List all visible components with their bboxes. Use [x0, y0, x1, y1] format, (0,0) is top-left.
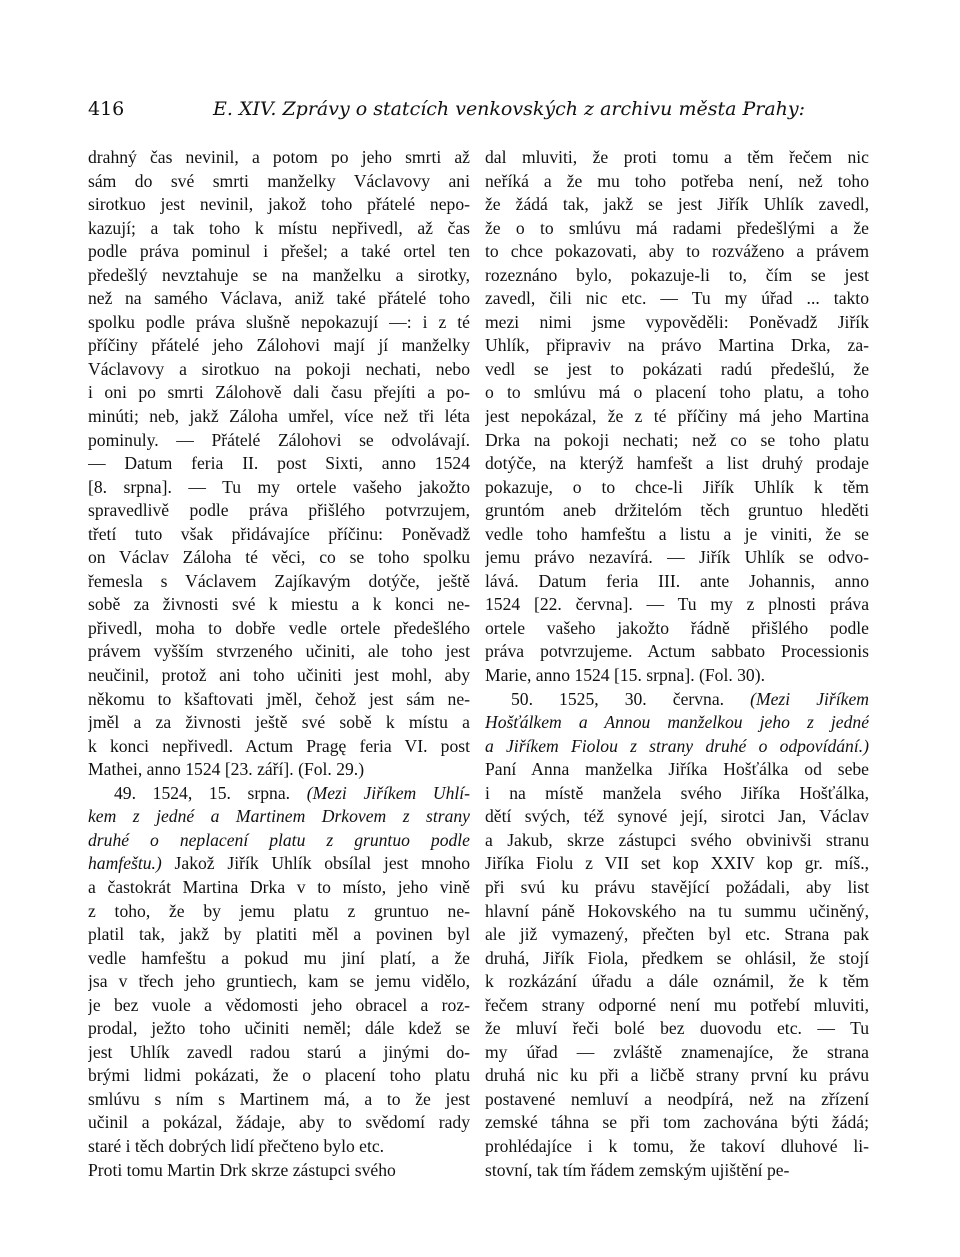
- text-line: a Jakub, skrze zástupci svého obvinivši stranu: [485, 829, 869, 850]
- text-line: drahný čas nevinil, a potom po jeho smrti až: [88, 147, 470, 167]
- text-line: Drka na pokoji nechati; než co se toho platu: [485, 429, 869, 450]
- text-line: minúti; neb, jakž Záloha umřel, více než tři léta: [88, 406, 470, 427]
- text-line: brými lidmi pokázati, že o placení toho platu: [88, 1065, 470, 1086]
- text-line: Hošťálkem a Annou manželkou jeho z jedné: [485, 712, 869, 733]
- text-line: Václavovy a sirotkuo na pokoji nechati, nebo: [88, 358, 470, 379]
- left-column: [88, 146, 470, 1182]
- text-line: ortele vašeho jakožto řádně přišlého podle: [485, 617, 869, 638]
- text-line: gruntóm aneb držitelóm těch gruntuo hleděti: [485, 500, 869, 521]
- text-line: staré i těch dobrých lidí přečteno bylo etc.: [88, 1135, 385, 1156]
- text-line: že mluví řeči bolé bez duovodu etc. — Tu: [485, 1018, 869, 1039]
- text-line: řemesla s Václavem Zajíkavým dotýče, ještě: [88, 570, 470, 591]
- text-line: hamfeštu.) Jakož Jiřík Uhlík obsílal jest mnoho: [88, 853, 470, 874]
- text-line: a Jiříkem Fiolou z strany druhé o odpovídání.): [485, 735, 869, 756]
- text-line: řečem strany odporné není mu potřebí mluviti,: [485, 994, 869, 1015]
- text-line: než na samého Václava, aniž také přátelé toho: [88, 288, 470, 309]
- text-line: platil tak, jakž by platiti měl a povinen byl: [88, 924, 470, 945]
- text-line: Mathei, anno 1524 [23. září]. (Fol. 29.): [88, 759, 365, 780]
- text-line: o to smlúvu má o placení toho platu, a toho: [485, 382, 869, 403]
- text-line: 50. 1525, 30. června. (Mezi Jiříkem: [511, 688, 869, 709]
- text-line: právem vyšším stvrzeného učiniti, ale toho jest: [88, 641, 470, 662]
- text-line: jest Uhlík zavedl radou starú a jinými do-: [88, 1041, 470, 1062]
- text-line: je bez vuole a vědomosti jeho obracel a roz-: [88, 994, 470, 1015]
- text-line: my úřad — zvláště znamenajíce, že strana: [485, 1041, 869, 1062]
- text-line: prodal, ježto toho učiniti neměl; dále kdež se: [88, 1018, 470, 1039]
- text-line: k rozkázání úřadu a dále oznámil, že k těm: [485, 971, 869, 992]
- text-line: rozeznáno bylo, pokazuje-li to, čím se jest: [485, 264, 869, 285]
- text-line: učinil a pokázal, žádaje, aby to svědomí rady: [88, 1112, 470, 1133]
- text-line: práva potvrzujeme. Actum sabbato Processionis: [485, 641, 869, 662]
- text-line: 1524 [22. června]. — Tu my z plnosti práva: [485, 594, 869, 615]
- text-line: kazují; a tak toho k místu nepřivedl, až čas: [88, 217, 470, 238]
- text-line: dal mluviti, že proti tomu a těm řečem nic: [485, 147, 869, 167]
- text-line: jest nepokázal, že z té příčiny má jeho Martina: [485, 406, 869, 427]
- text-line: pokazuje, o to chce-li Jiřík Uhlík k těm: [485, 476, 869, 497]
- text-line: spravedlivě podle práva přišlého potvrzujem,: [88, 500, 470, 521]
- text-line: mezi nimi jsme vypověděli: Poněvadž Jiřík: [485, 311, 869, 332]
- text-line: zemské táhna se při tom zachována býti žádá;: [485, 1112, 869, 1133]
- text-line: k konci nepřivedl. Actum Pragę feria VI. post: [88, 735, 470, 756]
- text-line: postavené nemluví a neodpírá, než na zřízení: [485, 1088, 869, 1109]
- text-line: sirotkuo jest nevinil, jakož toho přátelé nepo-: [88, 194, 470, 215]
- text-line: z toho, že by jemu platu z gruntuo ne-: [88, 900, 470, 921]
- page-header: [88, 98, 878, 130]
- text-line: pominuly. — Přátelé Zálohovi se odvolávají.: [88, 429, 470, 450]
- text-line: sobě za živnosti své k miestu a k konci ne-: [88, 594, 470, 615]
- right-column: [485, 146, 869, 1182]
- text-line: přivedl, moha to dobře vedle ortele předešlého: [88, 617, 470, 638]
- page-number: 416: [88, 98, 125, 120]
- text-line: smlúvu s ním s Martinem má, a to že jest: [88, 1088, 470, 1109]
- text-line: vedle hamfeštu a pokud mu jiní platí, a že: [88, 947, 470, 968]
- text-line: neučinil, protož ani toho učiniti jest mohl, aby: [88, 665, 470, 686]
- text-line: předešlý nevztahuje se na manželku a sirotky,: [88, 264, 470, 285]
- text-line: lává. Datum feria III. ante Johannis, anno: [485, 570, 869, 591]
- text-line: druhé o neplacení platu z gruntuo podle: [88, 829, 470, 850]
- text-line: že žádá tak, jakž se jest Jiřík Uhlík zavedl,: [485, 194, 869, 215]
- text-line: vedle toho hamfeštu a listu a je viniti, že se: [485, 523, 869, 544]
- text-line: Uhlík, připraviv na právo Martina Drka, za-: [485, 335, 869, 356]
- text-line: neříká a že mu toho potřeba není, než toho: [485, 170, 869, 191]
- text-line: hlavní páně Hokovského na tu summu učiněný,: [485, 900, 869, 921]
- text-line: někomu to kšaftovati jměl, čehož jest sám ne-: [88, 688, 470, 709]
- text-line: i oni po smrti Zálohově dali času přejíti a po-: [88, 382, 470, 403]
- text-line: i na místě manžela svého Jiříka Hošťálka,: [485, 782, 869, 803]
- text-line: podle práva pominul i přešel; a také ortel ten: [88, 241, 470, 262]
- text-line: — Datum feria II. post Sixti, anno 1524: [88, 453, 470, 474]
- running-title: E. XIV. Zprávy o statcích venkovských z archivu města Prahy:: [213, 98, 806, 120]
- text-line: kem z jedné a Martinem Drkovem z strany: [88, 806, 470, 827]
- text-line: to chce pokazovati, aby to rozváženo a právem: [485, 241, 869, 262]
- text-line: sám do své smrti manželky Václavovy ani: [88, 170, 470, 191]
- text-line: on Václav Záloha té věci, co se toho spolku: [88, 547, 470, 568]
- text-line: jemu právo nezavírá. — Jiřík Uhlík se odvo-: [485, 547, 869, 568]
- text-line: Proti tomu Martin Drk skrze zástupci svého: [88, 1159, 396, 1180]
- text-line: ale již vymazený, přečten byl etc. Strana pak: [485, 924, 869, 945]
- text-line: dětí svých, též synové její, sirotci Jan, Václav: [485, 806, 869, 827]
- text-line: zavedl, čili nic etc. — Tu my úřad ... takto: [485, 288, 869, 309]
- text-line: Paní Anna manželka Jiříka Hošťálka od sebe: [485, 759, 869, 780]
- text-line: Jiříka Fiolu z VII set kop XXIV kop gr. míš.,: [485, 853, 869, 874]
- text-line: třetí tuto však přidávajíce příčinu: Poněvadž: [88, 523, 470, 544]
- text-line: Marie, anno 1524 [15. srpna]. (Fol. 30).: [485, 665, 765, 686]
- text-line: spolku podle práva slušně nepokazují —: i z té: [88, 311, 470, 332]
- text-line: a častokrát Martina Drka v to místo, jeho vině: [88, 876, 470, 897]
- text-line: příčiny přátelé jeho Zálohovi mají jí manželky: [88, 335, 470, 356]
- text-line: jměl a za živnosti ještě své sobě k místu a: [88, 712, 470, 733]
- text-line: že o to smlúvu má radami předešlými a že: [485, 217, 869, 238]
- text-line: dotýče, na kterýž hamfešt a list druhý prodaje: [485, 453, 869, 474]
- text-line: prohlédajíce i k tomu, že takoví dluhové li-: [485, 1135, 869, 1156]
- text-line: vedl se jest to pokázati radú předešlú, že: [485, 358, 869, 379]
- text-line: při svú ku právu stavějící požádali, aby list: [485, 876, 869, 897]
- text-line: 49. 1524, 15. srpna. (Mezi Jiříkem Uhlí-: [114, 782, 470, 803]
- text-line: druhá, Jiřík Fiola, předkem se ohlásil, že stojí: [485, 947, 869, 968]
- text-line: druhá nic ku při a ličbě strany první ku právu: [485, 1065, 869, 1086]
- text-line: [8. srpna]. — Tu my ortele vašeho jakožto: [88, 476, 470, 497]
- text-line: jsa v třech jeho gruntiech, kam se jemu vidělo,: [88, 971, 470, 992]
- text-line: stovní, tak tím řádem zemským ujištění pe-: [485, 1159, 790, 1180]
